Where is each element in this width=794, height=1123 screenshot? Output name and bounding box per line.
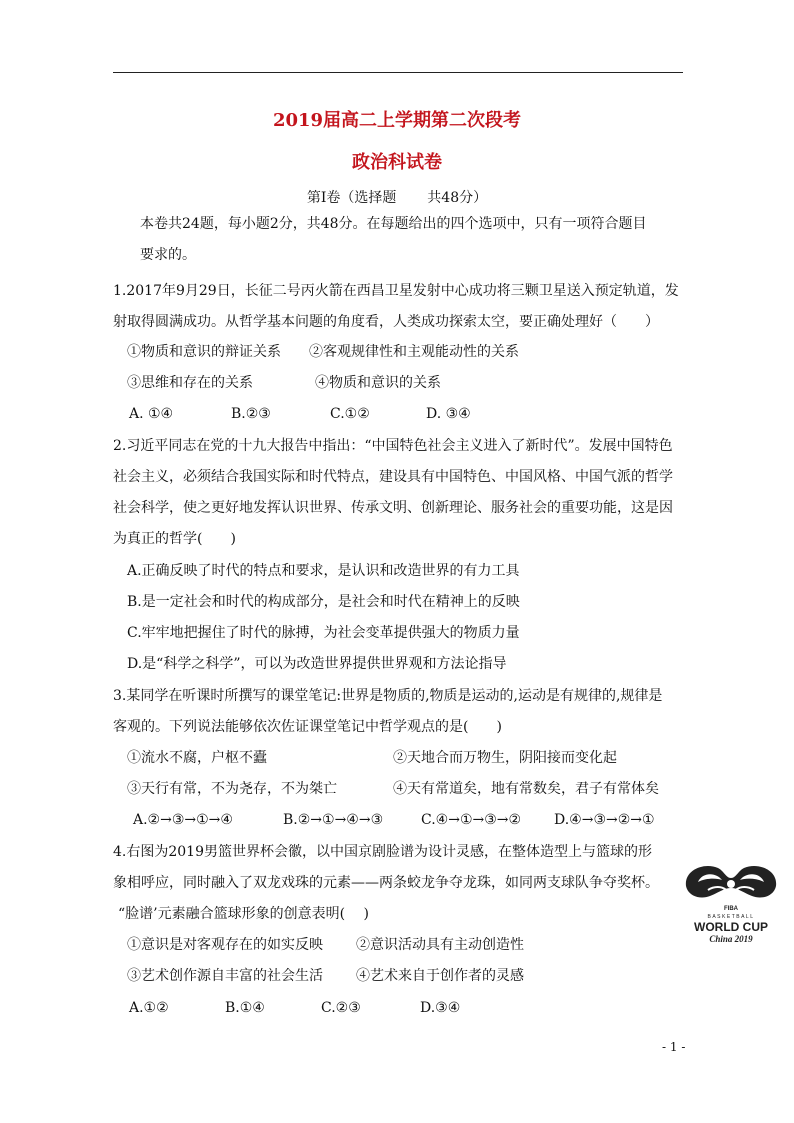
dragon-mask-icon bbox=[686, 866, 776, 898]
logo-edition: China 2019 bbox=[709, 934, 753, 944]
q1-item: ④物质和意识的关系 bbox=[315, 375, 441, 391]
q1-choice: B.②③ bbox=[231, 406, 271, 422]
q2-option: D.是“科学之科学”，可以为改造世界提供世界观和方法论指导 bbox=[127, 656, 507, 672]
q3-choice: D.④→③→②→① bbox=[554, 812, 655, 828]
q3-item: ④天有常道矣，地有常数矣，君子有常体矣 bbox=[393, 781, 659, 797]
q3-choice: A.②→③→①→④ bbox=[133, 812, 233, 828]
q1-choice: C.①② bbox=[330, 406, 370, 422]
q2-option: B.是一定社会和时代的构成部分，是社会和时代在精神上的反映 bbox=[127, 594, 520, 610]
q4-choice: B.①④ bbox=[225, 1000, 265, 1016]
q3-stem: 3.某同学在听课时所撰写的课堂笔记:世界是物质的,物质是运动的,运动是有规律的,规律是 bbox=[113, 688, 663, 704]
q4-choice: C.②③ bbox=[321, 1000, 361, 1016]
section-points: 共48分） bbox=[427, 190, 488, 206]
q4-choice: A.①② bbox=[129, 1000, 169, 1016]
q3-item: ③天行有常，不为尧存，不为桀亡 bbox=[127, 781, 337, 797]
q1-choice: D. ③④ bbox=[426, 406, 471, 422]
q1-item: ①物质和意识的辩证关系 bbox=[127, 344, 281, 360]
logo-org: FIBA bbox=[724, 906, 738, 912]
header-rule bbox=[113, 72, 683, 73]
instructions-line: 要求的。 bbox=[140, 247, 196, 263]
section-label: 第Ⅰ卷（选择题 bbox=[306, 190, 397, 206]
q4-item: ③艺术创作源自丰富的社会生活 bbox=[127, 968, 323, 984]
q3-item: ①流水不腐，户枢不蠹 bbox=[127, 750, 267, 766]
q1-item: ③思维和存在的关系 bbox=[127, 375, 253, 391]
q1-stem: 射取得圆满成功。从哲学基本问题的角度看，人类成功探索太空，要正确处理好（ ） bbox=[113, 314, 659, 330]
q3-stem: 客观的。下列说法能够依次佐证课堂笔记中哲学观点的是( ) bbox=[113, 719, 502, 735]
q3-item: ②天地合而万物生，阴阳接而变化起 bbox=[393, 750, 617, 766]
q2-stem: 社会科学，使之更好地发挥认识世界、传承文明、创新理论、服务社会的重要功能，这是因 bbox=[113, 500, 673, 516]
q3-choice: C.④→①→③→② bbox=[421, 812, 522, 828]
q2-stem: 为真正的哲学( ) bbox=[113, 531, 236, 547]
q3-choice: B.②→①→④→③ bbox=[283, 812, 384, 828]
q2-option: C.牢牢地把握住了时代的脉搏，为社会变革提供强大的物质力量 bbox=[127, 625, 520, 641]
instructions-line: 本卷共24题，每小题2分，共48分。在每题给出的四个选项中，只有一项符合题目 bbox=[140, 216, 647, 232]
section-heading bbox=[0, 187, 794, 207]
q4-stem: 象相呼应，同时融入了双龙戏珠的元素——两条蛟龙争夺龙珠，如同两支球队争夺奖杯。 bbox=[113, 875, 659, 891]
q2-stem: 社会主义，必须结合我国实际和时代特点，建设具有中国特色、中国风格、中国气派的哲学 bbox=[113, 469, 673, 485]
q1-stem: 1.2017年9月29日，长征二号丙火箭在西昌卫星发射中心成功将三颗卫星送入预定轨道，发 bbox=[113, 283, 679, 299]
logo-sport: BASKETBALL bbox=[707, 914, 755, 920]
exam-subject: 政治科试卷 bbox=[352, 152, 442, 173]
exam-title: 2019届高二上学期第二次段考 bbox=[272, 110, 522, 131]
q2-option: A.正确反映了时代的特点和要求，是认识和改造世界的有力工具 bbox=[127, 563, 520, 579]
logo-event: WORLD CUP bbox=[694, 920, 768, 934]
fiba-world-cup-logo bbox=[678, 860, 784, 950]
q4-item: ①意识是对客观存在的如实反映 bbox=[127, 937, 323, 953]
page-number: - 1 - bbox=[662, 1040, 686, 1054]
q4-stem: 4.右图为2019男篮世界杯会徽，以中国京剧脸谱为设计灵感，在整体造型上与篮球的形 bbox=[113, 844, 652, 860]
q1-item: ②客观规律性和主观能动性的关系 bbox=[309, 344, 519, 360]
q1-choice: A. ①④ bbox=[129, 406, 174, 422]
q4-choice: D.③④ bbox=[420, 1000, 461, 1016]
q4-stem: “脸谱’元素融合篮球形象的创意表明( ) bbox=[118, 906, 369, 922]
q2-stem: 2.习近平同志在党的十九大报告中指出：“中国特色社会主义进入了新时代”。发展中国特色 bbox=[113, 438, 673, 454]
q4-item: ④艺术来自于创作者的灵感 bbox=[356, 968, 524, 984]
q4-item: ②意识活动具有主动创造性 bbox=[356, 937, 524, 953]
